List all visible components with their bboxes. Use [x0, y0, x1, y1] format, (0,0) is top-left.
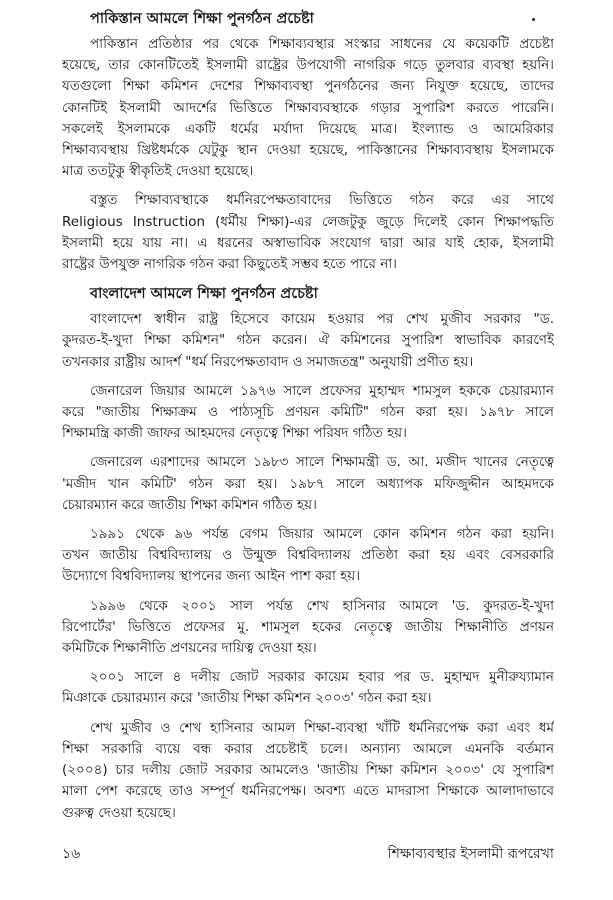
- paragraph: [62, 34, 554, 182]
- running-title: শিক্ষাব্যবস্থার ইসলামী রূপরেখা: [387, 846, 554, 862]
- paragraph: [62, 718, 554, 824]
- text-line: মাত্র ততটুকু স্বীকৃতিই দেওয়া হয়েছে।: [62, 163, 254, 180]
- text-line: কোনটিই ইসলামী আদর্শের ভিত্তিতে শিক্ষাব্যবস্থাকে গড়ার সুপারিশ করতে পারেনি।: [62, 99, 554, 116]
- text-line: তখন জাতীয় বিশ্ববিদ্যালয় ও উন্মুক্ত বিশ্ববিদ্যালয় প্রতিষ্ঠা করা হয় এবং বেসরকারি: [62, 547, 554, 564]
- text-line: বস্তুত শিক্ষাব্যবস্থাকে ধর্মনিরপেক্ষতাবাদের ভিত্তিতে গঠন করে এর সাথে: [90, 192, 554, 209]
- text-line: ২০০১ সালে ৪ দলীয় জোট সরকার কায়েম হবার পর ড. মুহাম্মদ মুনীরুয্যামান: [90, 669, 554, 686]
- text-line: জেনারেল জিয়ার আমলে ১৯৭৬ সালে প্রফেসর মুহাম্মদ শামসুল হককে চেয়ারম্যান: [90, 382, 554, 399]
- text-line: শিক্ষামন্ত্রি কাজী জাফর আহমদের নেতৃত্বে শিক্ষা পরিষদ গঠিত হয়।: [62, 425, 407, 442]
- document-page: [62, 8, 554, 832]
- text-line: (২০০৪) চার দলীয় জোট সরকার আমলেও 'জাতীয় শিক্ষা কমিশন ২০০৩' যে সুপারিশ: [62, 762, 554, 779]
- text-line: রাষ্ট্রের উপযুক্ত নাগরিক গঠন করা কিছুতেই সম্ভব হতে পারে না।: [62, 256, 397, 273]
- text-line: মিঞাকে চেয়ারম্যান করে 'জাতীয় শিক্ষা কমিশন ২০০৩' গঠন করা হয়।: [62, 690, 432, 707]
- page-number: ১৬: [62, 846, 81, 862]
- paragraph: [62, 309, 554, 373]
- paragraph: [62, 452, 554, 516]
- text-line: গুরুত্ব দেওয়া হয়েছে।: [62, 804, 176, 821]
- text-line: বাংলাদেশ স্বাধীন রাষ্ট্র হিসেবে কায়েম হওয়ার পর শেখ মুজীব সরকার "ড.: [90, 311, 554, 328]
- text-line: রিপোর্টের' ভিত্তিতে প্রফেসর মু. শামসুল হকের নেতৃত্বে জাতীয় শিক্ষানীতি প্রণয়ন: [62, 618, 554, 635]
- text-line: ১৯৯১ থেকে ৯৬ পর্যন্ত বেগম জিয়ার আমলে কোন কমিশন গঠন করা হয়নি।: [90, 526, 554, 543]
- text-line: 'মজীদ খান কমিটি' গঠন করা হয়। ১৯৮৭ সালে অধ্যাপক মফিজুদ্দীন আহমদকে: [62, 475, 554, 492]
- text-line: ১৯৯৬ থেকে ২০০১ সাল পর্যন্ত শেখ হাসিনার আমলে 'ড. কুদরত-ই-খুদা: [90, 597, 554, 614]
- text-line: চেয়ারম্যান করে জাতীয় শিক্ষা কমিশন গঠিত হয়।: [62, 496, 317, 513]
- text-line: ইসলামী হয়ে যায় না। এ ধরনের অস্বাভাবিক সংযোগ দ্বারা আর যাই হোক, ইসলামী: [62, 234, 554, 251]
- text-line: শিক্ষা সরকারি ব্যয়ে বন্ধ করার প্রচেষ্টাই চলে। অন্যান্য আমলে এমনকি বর্তমান: [62, 740, 554, 757]
- section-heading-pakistan: পাকিস্তান আমলে শিক্ষা পুনর্গঠন প্রচেষ্টা: [90, 11, 314, 27]
- text-line: জেনারেল এরশাদের আমলে ১৯৮৩ সালে শিক্ষামন্ত্রী ড. আ. মজীদ খানের নেতৃত্বে: [90, 454, 554, 471]
- paragraph: [62, 596, 554, 660]
- text-line: পাকিস্তান প্রতিষ্ঠার পর থেকে শিক্ষাব্যবস্থার সংস্কার সাধনের যে কয়েকটি প্রচেষ্টা: [90, 36, 554, 52]
- text-line: শেখ মুজীব ও শেখ হাসিনার আমল শিক্ষা-ব্যবস্থা খাঁটি ধর্মনিরপেক্ষ করা এবং ধর্ম: [90, 719, 554, 736]
- text-line: মালা পেশ করেছে তাও সম্পূর্ণ ধর্মনিরপেক্ষ। অবশ্য এতে মাদরাসা শিক্ষাকে আলাদাভাবে: [62, 783, 554, 800]
- text-line: Religious Instruction (ধর্মীয় শিক্ষা)-এর লেজটুকু জুড়ে দিলেই কোন শিক্ষাপদ্ধতি: [62, 213, 554, 230]
- text-line: শিক্ষাব্যবস্থায় খ্রিষ্টধর্মকে যেটুকু স্থান দেওয়া হয়েছে, পাকিস্তানের শিক্ষাব্যবস্থায় ইসলামকে: [62, 142, 554, 159]
- text-line: কমিটিকে শিক্ষানীতি প্রণয়নের দায়িত্ব দেওয়া হয়।: [62, 640, 317, 657]
- text-line: যতগুলো শিক্ষা কমিশন দেশের শিক্ষাব্যবস্থা পুনর্গঠনের জন্য নিযুক্ত হয়েছে, তাদের: [62, 78, 554, 95]
- page-footer: [62, 842, 554, 866]
- text-line: করে "জাতীয় শিক্ষাক্রম ও পাঠ্যসূচি প্রণয়ন কমিটি" গঠন করা হয়। ১৯৭৮ সালে: [62, 404, 554, 421]
- section-heading-bangladesh: বাংলাদেশ আমলে শিক্ষা পুনর্গঠন প্রচেষ্টা: [90, 286, 318, 303]
- text-line: কুদরত-ই-খুদা শিক্ষা কমিশন" গঠন করেন। ঐ কমিশনের সুপারিশ স্বাভাবিক কারণেই: [62, 332, 554, 349]
- text-line: হয়েছে, তার কোনটিতেই ইসলামী রাষ্ট্রের উপযোগী নাগরিক গড়ে তুলবার ব্যবস্থা হয়নি।: [62, 57, 554, 74]
- text-line: তখনকার রাষ্ট্রীয় আদর্শ "ধর্ম নিরপেক্ষতাবাদ ও সমাজতন্ত্র" অনুযায়ী প্রণীত হয়।: [62, 353, 474, 370]
- text-line: উদ্যোগে বিশ্ববিদ্যালয় স্থাপনের জন্য আইন পাশ করা হয়।: [62, 568, 361, 585]
- paragraph: [62, 667, 554, 709]
- paragraph: [62, 524, 554, 588]
- text-line: সকলেই ইসলামকে একটি ধর্মের মর্যাদা দিয়েছে মাত্র। ইংল্যান্ড ও আমেরিকার: [62, 120, 554, 137]
- paragraph: [62, 381, 554, 445]
- paragraph: [62, 190, 554, 275]
